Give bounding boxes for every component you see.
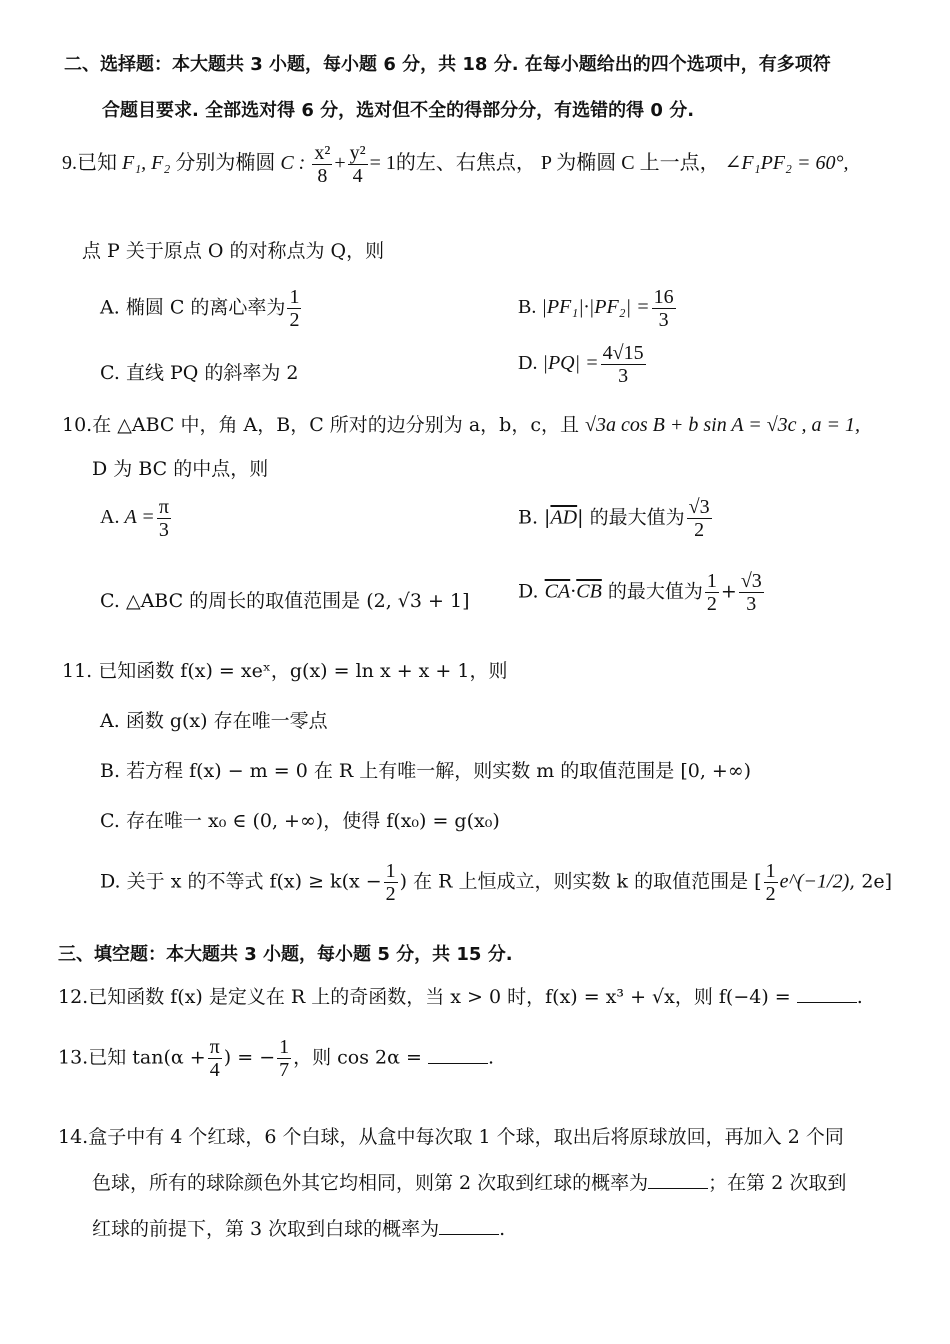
q14-line1-text: 盒子中有 4 个红球，6 个白球，从盒中每次取 1 个球，取出后将原球放回，再加入 2 个同 <box>88 1126 844 1148</box>
q14-answer-blank-2[interactable] <box>439 1218 499 1235</box>
q9-eq-one: = 1 <box>369 152 396 175</box>
q13-frac1: $\frac{\pi}{4}$ <box>209 1036 220 1081</box>
q14-number: 14. <box>58 1126 89 1148</box>
q9-option-a <box>100 286 303 331</box>
q10-b-frac: $\frac{√3}{2}$ <box>688 496 710 541</box>
q10-d-label: D. <box>518 580 539 603</box>
q10-a-label: A. <box>100 506 120 529</box>
q10-option-d: D. $\overline{CA}\cdot\overline{CB}$ 的最大值为 $\frac{1}{2}$ + $\frac{√3}{3}$ <box>518 570 762 615</box>
q11-d-text1: 关于 x 的不等式 f(x) ≥ k(x − <box>126 870 382 893</box>
section2-heading-line1: 二、选择题：本大题共 3 小题，每小题 6 分，共 18 分. 在每小题给出的四个选项中，有多项符 <box>64 54 831 75</box>
q11-d-text2: ) 在 R 上恒成立，则实数 k 的取值范围是 [ <box>399 870 762 893</box>
q10-d-vec2: $\overline{CB}$ <box>576 580 602 603</box>
q9-a-label: A. <box>100 296 120 319</box>
q13-number: 13. <box>58 1046 89 1069</box>
q14-end: . <box>499 1218 506 1240</box>
q10-b-text: 的最大值为 <box>589 506 685 529</box>
q12-text: 已知函数 f(x) 是定义在 R 上的奇函数，当 x > 0 时，f(x) = x³ + √x，则 f(−4) = <box>88 986 791 1008</box>
q9-angle: ∠F₁PF₂ = 60°, <box>724 152 849 175</box>
q10-a-frac: $\frac{\pi}{3}$ <box>158 496 169 541</box>
q14-line3 <box>92 1214 505 1241</box>
q9-b-frac: $\frac{16}{3}$ <box>653 286 674 331</box>
q10-d-plus: + <box>720 580 737 603</box>
q10-d-frac1: $\frac{1}{2}$ <box>706 570 717 615</box>
q13-text2: ) = − <box>223 1046 276 1069</box>
q9-d-frac: $\frac{4√15}{3}$ <box>602 342 644 387</box>
q9-number: 9. <box>62 152 77 175</box>
q11-b-text: 若方程 f(x) − m = 0 在 R 上有唯一解，则实数 m 的取值范围是 [0, +∞) <box>126 760 752 782</box>
q11-line1-text: 已知函数 f(x) = xeˣ，g(x) = ln x + x + 1，则 <box>98 660 508 682</box>
q10-option-b: B. $|\overline{AD}|$ 的最大值为 $\frac{√3}{2}$ <box>518 496 710 541</box>
q9-p-text: P 为椭圆 C 上一点， <box>540 152 720 175</box>
q12-number: 12. <box>58 986 89 1008</box>
q9-mid: 分别为椭圆 <box>175 152 276 175</box>
q11-d-frac2: $\frac{1}{2}$ <box>765 860 776 905</box>
q10-c-label: C. <box>100 590 120 612</box>
q11-c-label: C. <box>100 810 120 832</box>
q10-b-label: B. <box>518 506 539 529</box>
q10-c-text: △ABC 的周长的取值范围是 (2, √3 + 1] <box>125 590 470 612</box>
q14-line2 <box>92 1168 846 1195</box>
q10-equation: √3a cos B + b sin A = √3c , a = 1, <box>585 414 861 436</box>
q9-b-text: |PF₁|·|PF₂| = <box>541 296 650 319</box>
q13-text1: 已知 tan(α + <box>88 1046 206 1069</box>
q9-c-text: 直线 PQ 的斜率为 2 <box>125 362 299 384</box>
q13-frac2: $\frac{1}{7}$ <box>279 1036 290 1081</box>
q14-line2a: 色球，所有的球除颜色外其它均相同，则第 2 次取到红球的概率为 <box>92 1172 649 1194</box>
q9-option-c <box>100 358 299 385</box>
q9-tail: 的左、右焦点， <box>395 152 536 175</box>
q10-line2: D 为 BC 的中点，则 <box>92 458 269 480</box>
q14-line2b: ；在第 2 次取到 <box>708 1172 847 1194</box>
q9-option-b <box>518 286 678 331</box>
q10-line1 <box>62 410 860 437</box>
q9-c-label: C. <box>100 362 120 384</box>
q9-b-label: B. <box>518 296 537 319</box>
q9-plus: + <box>334 152 346 175</box>
q10-option-a <box>100 496 173 541</box>
q11-d-exp: e^(−1/2) <box>779 870 850 893</box>
q9-curve: C : <box>280 152 306 175</box>
q11-option-d <box>100 860 892 905</box>
q11-d-frac: $\frac{1}{2}$ <box>385 860 396 905</box>
q9-frac-x: $\frac{\text{x²}}{8}$ <box>314 142 331 187</box>
section3-heading: 三、填空题：本大题共 3 小题，每小题 5 分，共 15 分. <box>58 944 513 965</box>
q10-a-text: A = <box>124 506 155 529</box>
q10-number: 10. <box>62 414 93 436</box>
q13-line <box>58 1036 494 1081</box>
q11-a-label: A. <box>100 710 120 732</box>
q9-intro: 已知 <box>77 152 117 175</box>
q10-line1-text: 在 △ABC 中，角 A，B，C 所对的边分别为 a，b，c，且 <box>92 414 579 436</box>
q11-option-a <box>100 706 328 733</box>
q9-frac-y: $\frac{\text{y²}}{4}$ <box>349 142 366 187</box>
q9-d-text: |PQ| = <box>542 352 599 375</box>
q11-d-label: D. <box>100 870 121 893</box>
q11-option-c <box>100 806 500 833</box>
q10-b-vec: $\overline{AD}$ <box>550 506 578 529</box>
q9-foci: F₁, F₂ <box>122 152 171 175</box>
q9-line2: 点 P 关于原点 O 的对称点为 Q，则 <box>82 240 385 262</box>
q14-answer-blank-1[interactable] <box>648 1172 708 1189</box>
q11-a-text: 函数 g(x) 存在唯一零点 <box>125 710 328 732</box>
q11-d-text3: , 2e] <box>849 870 893 893</box>
q10-d-frac2: $\frac{√3}{3}$ <box>740 570 762 615</box>
q9-a-text: 椭圆 C 的离心率为 <box>125 296 286 319</box>
q10-option-c <box>100 586 470 613</box>
q9-d-label: D. <box>518 352 538 375</box>
q9-option-d <box>518 342 648 387</box>
q14-line1 <box>58 1122 844 1149</box>
q14-line3a: 红球的前提下，第 3 次取到白球的概率为 <box>92 1218 440 1240</box>
q9-line1 <box>62 142 848 187</box>
q13-answer-blank[interactable] <box>428 1047 488 1064</box>
q12-answer-blank[interactable] <box>797 986 857 1003</box>
q9-a-frac: $\frac{1}{2}$ <box>289 286 300 331</box>
q11-option-b <box>100 756 751 783</box>
q10-d-text: 的最大值为 <box>607 580 703 603</box>
q13-end: . <box>487 1046 495 1069</box>
section2-heading-line2: 合题目要求. 全部选对得 6 分，选对但不全的得部分分，有选错的得 0 分. <box>102 100 695 121</box>
q11-line1 <box>62 656 507 683</box>
q10-d-vec1: $\overline{CA}$ <box>544 580 571 603</box>
q11-b-label: B. <box>100 760 121 782</box>
q12-line <box>58 982 863 1009</box>
q11-c-text: 存在唯一 x₀ ∈ (0, +∞)，使得 f(x₀) = g(x₀) <box>125 810 500 832</box>
q11-number: 11. <box>62 660 93 682</box>
q12-end: . <box>856 986 863 1008</box>
q13-text3: ，则 cos 2α = <box>293 1046 422 1069</box>
